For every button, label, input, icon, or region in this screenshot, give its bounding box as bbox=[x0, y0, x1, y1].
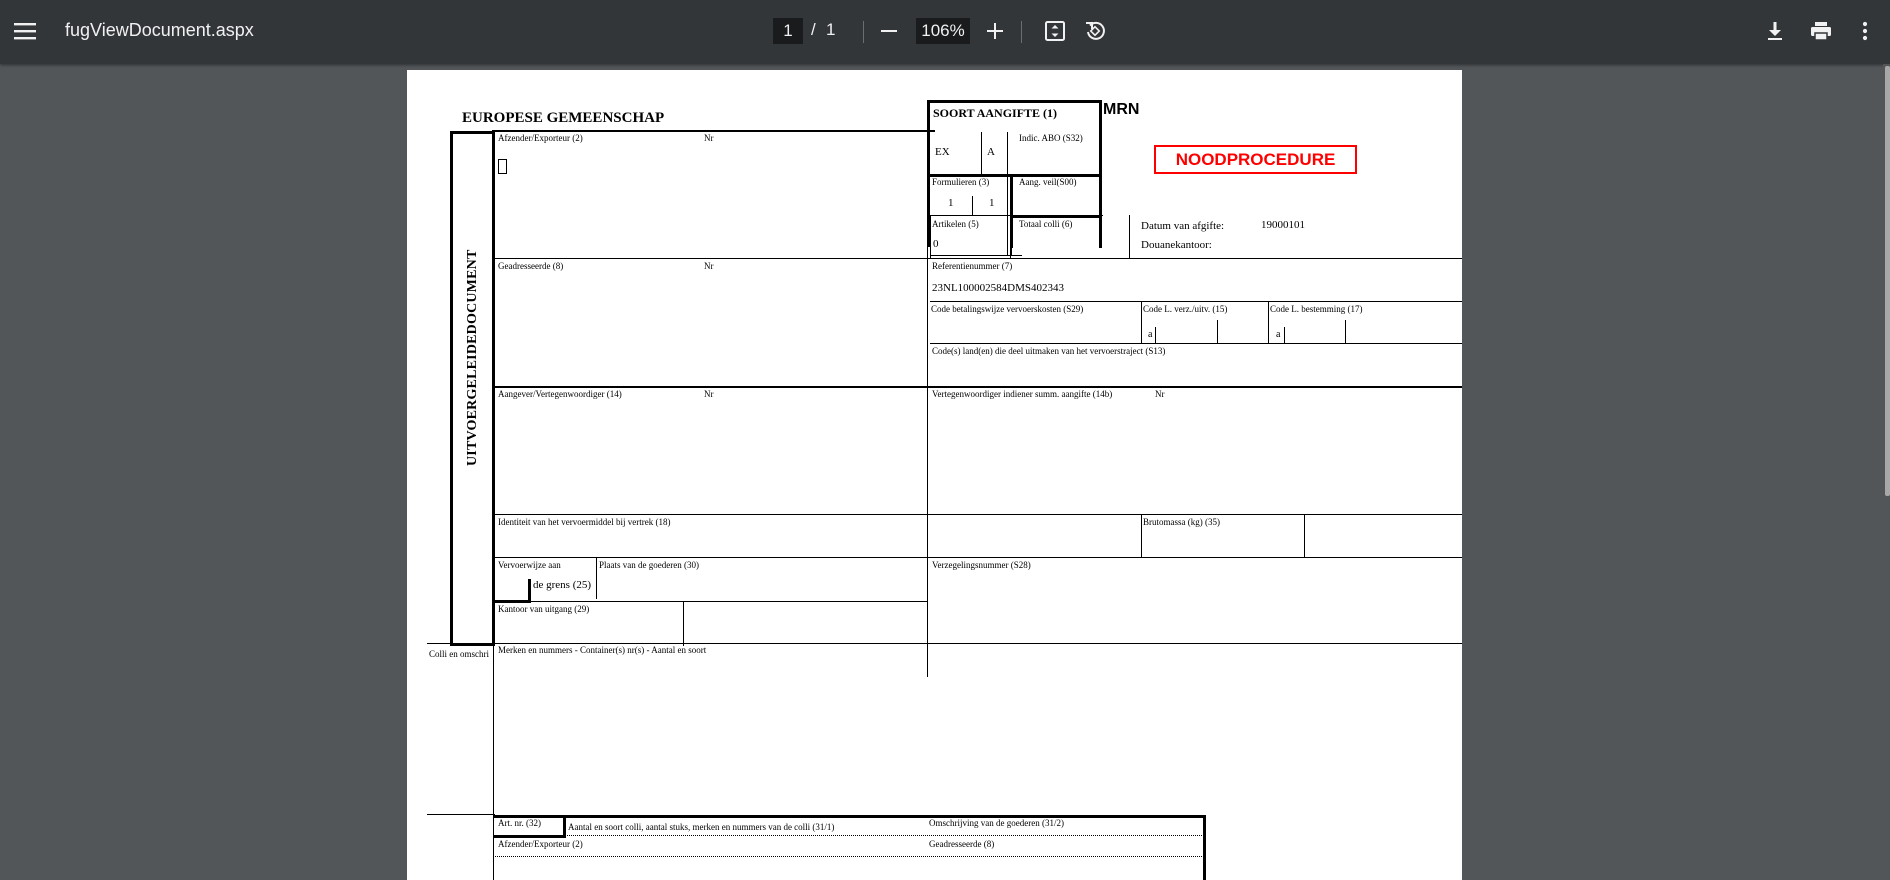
dotted-separator bbox=[495, 856, 1204, 857]
geadresseerde-label: Geadresseerde (8) bbox=[498, 261, 564, 271]
artikelen-label: Artikelen (5) bbox=[932, 219, 979, 229]
form-border bbox=[495, 514, 1462, 515]
plus-icon bbox=[986, 22, 1004, 40]
form-border bbox=[493, 815, 1206, 818]
zoom-out-button[interactable] bbox=[869, 11, 909, 51]
form-border bbox=[1345, 320, 1346, 343]
form-border bbox=[1141, 301, 1142, 343]
download-icon bbox=[1766, 21, 1784, 41]
page-total: 1 bbox=[826, 20, 836, 39]
more-options-button[interactable] bbox=[1845, 11, 1885, 51]
aang-veil-label: Aang. veil(S00) bbox=[1019, 177, 1077, 187]
more-vertical-icon bbox=[1862, 21, 1868, 41]
indic-abo-label: Indic. ABO (S32) bbox=[1019, 133, 1083, 143]
form-border bbox=[930, 301, 1462, 302]
form-border bbox=[596, 557, 597, 599]
form-border bbox=[1102, 215, 1103, 216]
kantoor-uitgang-label: Kantoor van uitgang (29) bbox=[498, 604, 590, 614]
code-bestemming-value: a bbox=[1276, 329, 1281, 340]
empty-glyph-box bbox=[498, 159, 507, 174]
formulieren-label: Formulieren (3) bbox=[932, 177, 990, 187]
fit-page-icon bbox=[1044, 20, 1066, 42]
form-border bbox=[528, 579, 531, 603]
omschrijving-label: Omschrijving van de goederen (31/2) bbox=[929, 818, 1064, 828]
code-verz-value: a bbox=[1148, 329, 1153, 340]
form-border bbox=[1284, 327, 1285, 343]
form-border bbox=[930, 215, 931, 259]
code-betaling-label: Code betalingswijze vervoerskosten (S29) bbox=[931, 304, 1084, 314]
identiteit-label: Identiteit van het vervoermiddel bij vertrek (18) bbox=[498, 517, 671, 527]
form-border bbox=[495, 386, 1462, 388]
zoom-level-input[interactable]: 106% bbox=[916, 18, 970, 44]
vertegenwoordiger-label: Vertegenwoordiger indiener summ. aangifte (14b) bbox=[932, 389, 1113, 399]
form-border bbox=[495, 557, 1462, 558]
code-landen-label: Code(s) land(en) die deel uitmaken van het vervoerstraject (S13) bbox=[932, 346, 1166, 356]
form-border bbox=[1268, 301, 1269, 343]
art-nr-label: Art. nr. (32) bbox=[498, 818, 541, 828]
side-document-title: UITVOERGELEIDEDOCUMENT bbox=[465, 249, 480, 466]
form-border bbox=[1304, 514, 1305, 557]
plaats-goederen-label: Plaats van de goederen (30) bbox=[599, 560, 699, 570]
form-border bbox=[930, 343, 1462, 344]
form-border bbox=[930, 255, 1022, 256]
aangever-label: Aangever/Vertegenwoordiger (14) bbox=[498, 389, 622, 399]
form-border bbox=[495, 601, 927, 602]
aantal-colli-label: Aantal en soort colli, aantal stuks, merken en nummers van de colli (31/1) bbox=[568, 822, 835, 832]
form-border bbox=[1010, 215, 1102, 218]
toolbar-divider bbox=[1021, 21, 1022, 43]
print-icon bbox=[1810, 21, 1832, 41]
aangever-nr-label: Nr bbox=[704, 389, 714, 399]
document-title: fugViewDocument.aspx bbox=[65, 20, 254, 40]
soort-aangifte-label: SOORT AANGIFTE (1) bbox=[933, 106, 1058, 120]
afzender-bottom-label: Afzender/Exporteur (2) bbox=[498, 839, 583, 849]
zoom-in-button[interactable] bbox=[975, 11, 1015, 51]
rotate-icon bbox=[1083, 19, 1107, 43]
form-border bbox=[1217, 320, 1218, 343]
form-border bbox=[450, 131, 492, 134]
code-bestemming-label: Code L. bestemming (17) bbox=[1270, 304, 1363, 314]
form-border bbox=[1141, 514, 1142, 557]
geadresseerde-nr-label: Nr bbox=[704, 261, 714, 271]
form-border bbox=[930, 215, 1010, 216]
de-grens-label: de grens (25) bbox=[533, 579, 592, 591]
page-number-input[interactable]: 1 bbox=[773, 18, 803, 44]
form-border bbox=[493, 643, 494, 880]
datum-afgifte-value: 19000101 bbox=[1261, 219, 1305, 231]
afzender-nr-label: Nr bbox=[704, 133, 714, 143]
form-border bbox=[1129, 215, 1130, 259]
form-border bbox=[1129, 215, 1130, 216]
noodprocedure-stamp: NOODPROCEDURE bbox=[1154, 145, 1357, 174]
artikelen-value: 0 bbox=[933, 238, 939, 250]
pdf-page bbox=[407, 70, 1462, 880]
form-border bbox=[972, 196, 973, 215]
form-border bbox=[492, 131, 495, 646]
page-separator: / bbox=[811, 20, 816, 39]
hamburger-menu-icon[interactable] bbox=[5, 11, 45, 51]
minus-icon bbox=[880, 22, 898, 40]
form-border bbox=[495, 258, 1462, 259]
colli-omschrijving-label: Colli en omschri bbox=[429, 649, 489, 659]
totaal-colli-label: Totaal colli (6) bbox=[1019, 219, 1073, 229]
vervoerwijze-label: Vervoerwijze aan bbox=[498, 560, 561, 570]
fit-page-button[interactable] bbox=[1035, 11, 1075, 51]
formulieren-value-2: 1 bbox=[989, 197, 995, 209]
douanekantoor-label: Douanekantoor: bbox=[1141, 239, 1212, 251]
form-border bbox=[927, 100, 1102, 103]
form-border bbox=[492, 130, 935, 132]
form-border bbox=[427, 643, 1462, 644]
form-border bbox=[450, 131, 453, 646]
form-border bbox=[1155, 327, 1156, 343]
code-verz-label: Code L. verz./uitv. (15) bbox=[1143, 304, 1228, 314]
rotate-button[interactable] bbox=[1075, 11, 1115, 51]
form-border bbox=[1007, 132, 1008, 256]
form-border bbox=[981, 132, 982, 174]
print-button[interactable] bbox=[1801, 11, 1841, 51]
brutomassa-label: Brutomassa (kg) (35) bbox=[1143, 517, 1220, 527]
verzegeling-label: Verzegelingsnummer (S28) bbox=[932, 560, 1031, 570]
scrollbar-thumb[interactable] bbox=[1885, 66, 1890, 496]
formulieren-value-1: 1 bbox=[948, 197, 954, 209]
referentienummer-value: 23NL100002584DMS402343 bbox=[932, 282, 1065, 294]
community-heading: EUROPESE GEMEENSCHAP bbox=[462, 110, 665, 126]
a-value: A bbox=[987, 146, 995, 158]
vertegenwoordiger-nr-label: Nr bbox=[1155, 389, 1165, 399]
form-border bbox=[1011, 215, 1012, 256]
ex-value: EX bbox=[935, 146, 950, 158]
afzender-label: Afzender/Exporteur (2) bbox=[498, 133, 583, 143]
form-border bbox=[1203, 815, 1206, 880]
referentienummer-label: Referentienummer (7) bbox=[932, 261, 1013, 271]
mrn-label: MRN bbox=[1103, 101, 1140, 118]
toolbar-divider bbox=[863, 21, 864, 43]
form-border bbox=[683, 601, 684, 646]
form-border bbox=[427, 814, 495, 815]
merken-label: Merken en nummers - Container(s) nr(s) - Aantal en soort bbox=[498, 645, 707, 655]
download-button[interactable] bbox=[1755, 11, 1795, 51]
pdf-toolbar bbox=[0, 0, 1890, 64]
datum-afgifte-label: Datum van afgifte: bbox=[1141, 220, 1225, 232]
geadresseerde-bottom-label: Geadresseerde (8) bbox=[929, 839, 995, 849]
dotted-separator bbox=[495, 835, 1204, 836]
